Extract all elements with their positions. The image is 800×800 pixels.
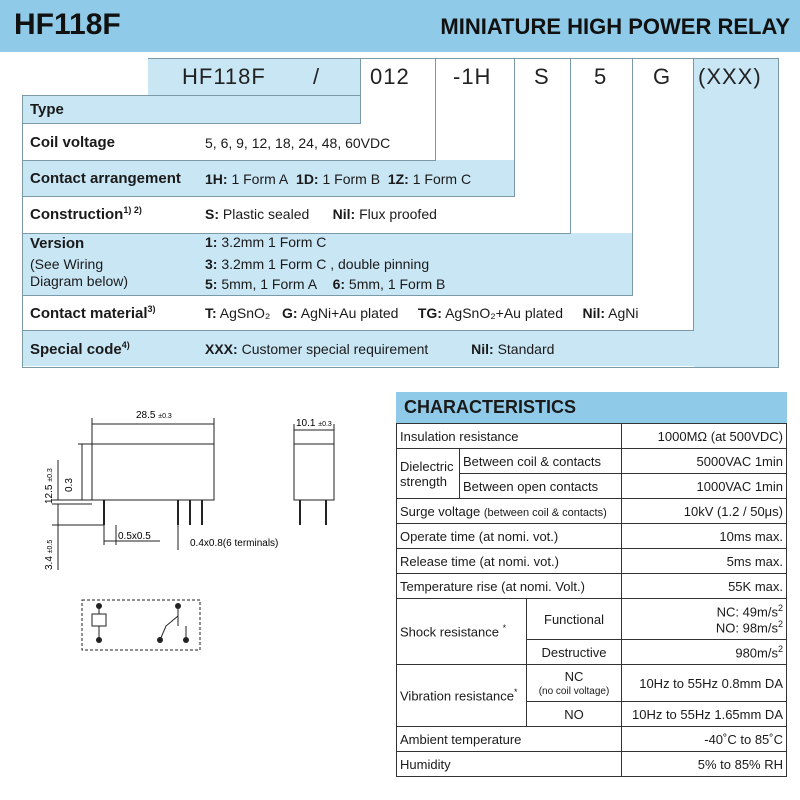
coil-voltage-label: Coil voltage (30, 134, 116, 151)
temp-value: 55K max. (622, 574, 787, 599)
table-row (397, 665, 787, 702)
contact-material-label: Contact material$^{3)}$ (30, 304, 156, 322)
dimension-drawing (0, 400, 380, 670)
table-row (397, 449, 787, 474)
vib-no-label: NO (527, 702, 622, 727)
special-code-label: Special code$^{4)}$ (30, 340, 130, 358)
temp-label: Temperature rise (at nomi. Volt.) (397, 574, 622, 599)
table-row (397, 524, 787, 549)
dim-pin: 0.5x0.5 (118, 531, 151, 542)
dim-pin-length: 3.4 ±0.5 (44, 539, 55, 570)
vib-nc-label: NC (no coil voltage) (527, 665, 622, 702)
diel-coil-label: Between coil & contacts (460, 449, 622, 474)
model-code: HF118F (14, 8, 121, 41)
vibration-label: Vibration resistance* (397, 665, 527, 727)
dim-width: 10.1 ±0.3 (296, 418, 332, 429)
release-label: Release time (at nomi. vot.) (397, 549, 622, 574)
dielectric-label: Dielectric strength (397, 449, 460, 499)
coil-voltage-value: 5, 6, 9, 12, 18, 24, 48, 60VDC (205, 135, 391, 151)
table-row (397, 499, 787, 524)
release-value: 5ms max. (622, 549, 787, 574)
pn-version: 5 (594, 64, 608, 89)
page-title: MINIATURE HIGH POWER RELAY (440, 14, 790, 39)
pn-coil: 012 (370, 64, 410, 89)
diel-open-label: Between open contacts (460, 474, 622, 499)
characteristics-title: CHARACTERISTICS (404, 397, 577, 417)
humidity-value: 5% to 85% RH (622, 752, 787, 777)
dim-length: 28.5 ±0.3 (136, 410, 172, 421)
characteristics-table (396, 423, 787, 777)
diel-coil-value: 5000VAC 1min (622, 449, 787, 474)
special-code-value: XXX: Customer special requirement Nil: Standard (205, 341, 555, 357)
vib-nc-value: 10Hz to 55Hz 0.8mm DA (622, 665, 787, 702)
construction-value: S: Plastic sealed Nil: Flux proofed (205, 206, 437, 222)
table-row (397, 727, 787, 752)
version-line1: 1: 3.2mm 1 Form C (205, 234, 327, 250)
surge-value: 10kV (1.2 / 50μs) (622, 499, 787, 524)
version-sub1: (See Wiring (30, 256, 104, 272)
humidity-label: Humidity (397, 752, 622, 777)
shock-func-value: NC: $49m/s^2$ NO: $98m/s^2$ (622, 599, 787, 640)
contact-arrangement-value: 1H: 1 Form A 1D: 1 Form B 1Z: 1 Form C (205, 171, 472, 187)
contact-material-value: T: AgSnO₂ G: AgNi+Au plated TG: AgSnO₂+Au plated Nil: AgNi (205, 305, 639, 321)
construction-label: Construction$^{1) 2)}$ (30, 205, 142, 223)
surge-label: Surge voltage (between coil & contacts) (397, 499, 622, 524)
version-line3: 5: 5mm, 1 Form A 6: 5mm, 1 Form B (205, 276, 446, 292)
table-row (397, 752, 787, 777)
pn-series: HF118F (182, 64, 266, 89)
characteristics-header (396, 392, 787, 423)
table-row (397, 574, 787, 599)
version-label: Version (30, 235, 85, 252)
dim-03: 0.3 (64, 478, 75, 492)
table-row (397, 424, 787, 449)
operate-value: 10ms max. (622, 524, 787, 549)
pn-construction: S (534, 64, 550, 89)
version-sub2: Diagram below) (30, 273, 129, 289)
pn-material: G (653, 64, 672, 89)
insulation-value: 1000MΩ (at 500VDC) (622, 424, 787, 449)
dim-height: 12.5 ±0.3 (44, 468, 55, 504)
pn-special: (XXX) (698, 64, 762, 89)
ordering-code-diagram (0, 58, 800, 370)
type-label: Type (30, 101, 64, 118)
contact-arrangement-label: Contact arrangement (30, 170, 181, 187)
vib-no-value: 10Hz to 55Hz 1.65mm DA (622, 702, 787, 727)
ambient-label: Ambient temperature (397, 727, 622, 752)
ambient-value: -40˚C to 85˚C (622, 727, 787, 752)
shock-destr-label: Destructive (527, 640, 622, 665)
title-banner (0, 0, 800, 52)
dim-terminal: 0.4x0.8(6 terminals) (190, 538, 279, 549)
pn-slash: / (313, 64, 321, 89)
version-line2: 3: 3.2mm 1 Form C , double pinning (205, 256, 430, 272)
shock-func-label: Functional (527, 599, 622, 640)
shock-destr-value: $980m/s^2$ (622, 640, 787, 665)
table-row (397, 599, 787, 640)
operate-label: Operate time (at nomi. vot.) (397, 524, 622, 549)
pn-contact: -1H (453, 64, 492, 89)
diel-open-value: 1000VAC 1min (622, 474, 787, 499)
shock-label: Shock resistance * (397, 599, 527, 665)
table-row (397, 549, 787, 574)
insulation-label: Insulation resistance (397, 424, 622, 449)
